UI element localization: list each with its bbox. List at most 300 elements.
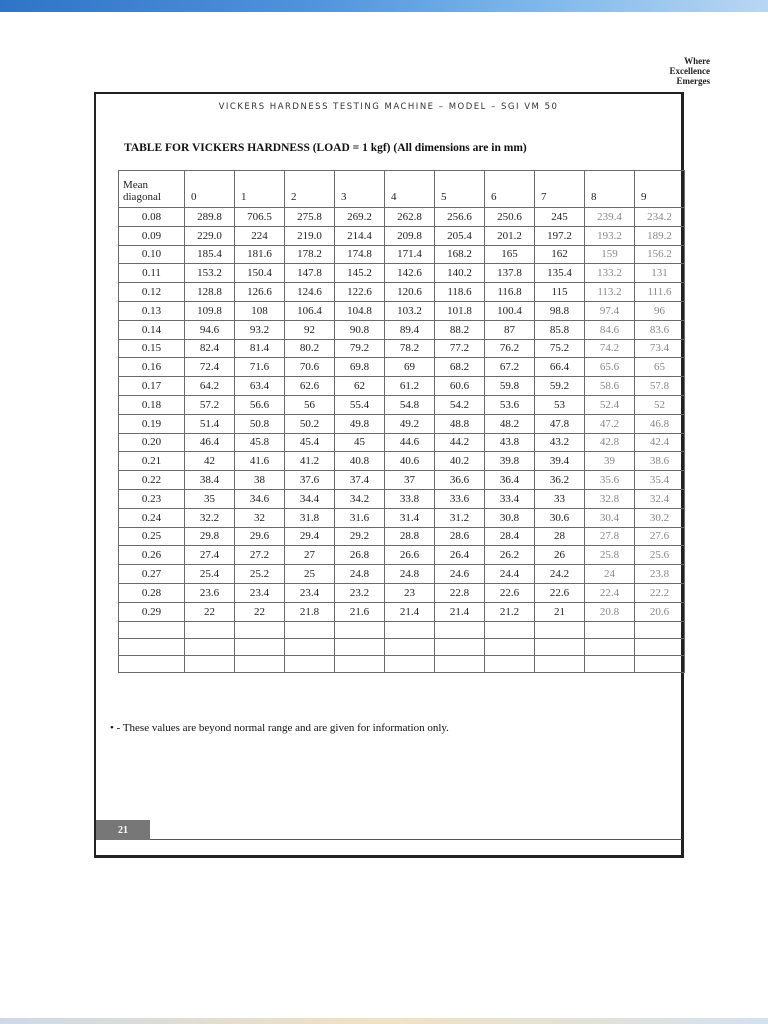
hardness-cell: 33	[535, 489, 585, 508]
hardness-cell: 70.6	[285, 358, 335, 377]
hardness-cell: 65.6	[585, 358, 635, 377]
hardness-cell: 193.2	[585, 226, 635, 245]
row-diagonal: 0.13	[119, 301, 185, 320]
hardness-cell: 219.0	[285, 226, 335, 245]
table-row	[119, 508, 685, 527]
hardness-cell: 62	[335, 377, 385, 396]
hardness-cell: 22	[235, 602, 285, 621]
hardness-cell: 21.4	[385, 602, 435, 621]
row-diagonal: 0.17	[119, 377, 185, 396]
hardness-cell: 41.6	[235, 452, 285, 471]
hardness-cell: 69.8	[335, 358, 385, 377]
hardness-cell: 171.4	[385, 245, 435, 264]
hardness-cell: 174.8	[335, 245, 385, 264]
hardness-cell: 71.6	[235, 358, 285, 377]
empty-cell	[185, 621, 235, 638]
hardness-cell: 153.2	[185, 264, 235, 283]
hardness-cell: 33.8	[385, 489, 435, 508]
hardness-cell: 32	[235, 508, 285, 527]
hardness-cell: 104.8	[335, 301, 385, 320]
row-diagonal: 0.11	[119, 264, 185, 283]
hardness-cell: 224	[235, 226, 285, 245]
table-title-units: (All dimensions are in mm)	[393, 142, 527, 154]
hardness-cell: 26	[535, 546, 585, 565]
hardness-cell: 28.8	[385, 527, 435, 546]
column-header: 2	[285, 171, 335, 208]
table-row	[119, 208, 685, 227]
hardness-cell: 27.6	[635, 527, 685, 546]
hardness-cell: 32.2	[185, 508, 235, 527]
empty-cell	[585, 638, 635, 655]
hardness-cell: 59.8	[485, 377, 535, 396]
hardness-cell: 85.8	[535, 320, 585, 339]
hardness-cell: 24.4	[485, 565, 535, 584]
empty-cell	[535, 655, 585, 672]
page-frame	[94, 92, 684, 858]
column-header: 4	[385, 171, 435, 208]
hardness-cell: 98.8	[535, 301, 585, 320]
hardness-cell: 250.6	[485, 208, 535, 227]
hardness-cell: 108	[235, 301, 285, 320]
hardness-cell: 56	[285, 395, 335, 414]
hardness-cell: 52	[635, 395, 685, 414]
company-tagline	[670, 56, 710, 86]
hardness-cell: 36.2	[535, 471, 585, 490]
row-diagonal: 0.22	[119, 471, 185, 490]
hardness-cell: 24.8	[335, 565, 385, 584]
hardness-cell: 37	[385, 471, 435, 490]
empty-cell	[285, 638, 335, 655]
page-number: 21	[118, 824, 128, 836]
empty-cell	[535, 621, 585, 638]
hardness-cell: 48.8	[435, 414, 485, 433]
table-row	[119, 377, 685, 396]
footer-rule	[150, 839, 682, 840]
hardness-cell: 33.4	[485, 489, 535, 508]
row-diagonal: 0.28	[119, 583, 185, 602]
hardness-cell: 24.2	[535, 565, 585, 584]
hardness-cell: 137.8	[485, 264, 535, 283]
empty-cell	[185, 638, 235, 655]
hardness-cell: 50.8	[235, 414, 285, 433]
hardness-cell: 55.4	[335, 395, 385, 414]
hardness-cell: 234.2	[635, 208, 685, 227]
hardness-cell: 65	[635, 358, 685, 377]
hardness-cell: 38.4	[185, 471, 235, 490]
hardness-cell: 23	[385, 583, 435, 602]
hardness-cell: 126.6	[235, 283, 285, 302]
hardness-cell: 23.4	[285, 583, 335, 602]
column-header: 1	[235, 171, 285, 208]
header-mean-label: Mean	[123, 179, 149, 191]
hardness-cell: 34.2	[335, 489, 385, 508]
hardness-cell: 21.6	[335, 602, 385, 621]
hardness-cell: 23.2	[335, 583, 385, 602]
top-color-band	[0, 0, 768, 12]
header-mean-diagonal	[119, 171, 185, 208]
hardness-cell: 42.8	[585, 433, 635, 452]
hardness-cell: 25.6	[635, 546, 685, 565]
hardness-cell: 31.8	[285, 508, 335, 527]
empty-cell	[335, 638, 385, 655]
hardness-cell: 239.4	[585, 208, 635, 227]
hardness-cell: 30.8	[485, 508, 535, 527]
hardness-cell: 35	[185, 489, 235, 508]
hardness-cell: 128.8	[185, 283, 235, 302]
hardness-cell: 156.2	[635, 245, 685, 264]
empty-cell	[635, 621, 685, 638]
hardness-cell: 33.6	[435, 489, 485, 508]
table-body	[119, 208, 685, 673]
hardness-cell: 205.4	[435, 226, 485, 245]
machine-title: VICKERS HARDNESS TESTING MACHINE – MODEL – SGI VM 50	[218, 102, 559, 112]
column-header: 3	[335, 171, 385, 208]
row-diagonal: 0.19	[119, 414, 185, 433]
empty-cell	[485, 638, 535, 655]
row-diagonal: 0.27	[119, 565, 185, 584]
hardness-cell: 77.2	[435, 339, 485, 358]
hardness-cell: 58.6	[585, 377, 635, 396]
hardness-cell: 37.6	[285, 471, 335, 490]
hardness-cell: 90.8	[335, 320, 385, 339]
row-diagonal: 0.18	[119, 395, 185, 414]
hardness-cell: 131	[635, 264, 685, 283]
hardness-cell: 21	[535, 602, 585, 621]
header-diagonal-label: diagonal	[123, 191, 161, 203]
hardness-cell: 46.8	[635, 414, 685, 433]
hardness-cell: 29.6	[235, 527, 285, 546]
bottom-color-band	[0, 1018, 768, 1024]
hardness-cell: 20.6	[635, 602, 685, 621]
tagline-line: Emerges	[676, 76, 710, 86]
hardness-cell: 27.4	[185, 546, 235, 565]
hardness-cell: 30.4	[585, 508, 635, 527]
hardness-cell: 22.6	[535, 583, 585, 602]
table-row	[119, 583, 685, 602]
hardness-cell: 124.6	[285, 283, 335, 302]
table-row	[119, 602, 685, 621]
empty-cell	[335, 655, 385, 672]
empty-cell	[435, 638, 485, 655]
hardness-cell: 159	[585, 245, 635, 264]
hardness-cell: 145.2	[335, 264, 385, 283]
hardness-cell: 59.2	[535, 377, 585, 396]
table-row	[119, 452, 685, 471]
column-header: 6	[485, 171, 535, 208]
hardness-cell: 269.2	[335, 208, 385, 227]
hardness-cell: 72.4	[185, 358, 235, 377]
hardness-cell: 84.6	[585, 320, 635, 339]
hardness-cell: 40.8	[335, 452, 385, 471]
column-header: 9	[635, 171, 685, 208]
hardness-cell: 31.4	[385, 508, 435, 527]
hardness-cell: 181.6	[235, 245, 285, 264]
empty-cell	[635, 655, 685, 672]
hardness-cell: 46.4	[185, 433, 235, 452]
hardness-cell: 168.2	[435, 245, 485, 264]
empty-cell	[585, 621, 635, 638]
hardness-cell: 68.2	[435, 358, 485, 377]
hardness-cell: 39.8	[485, 452, 535, 471]
hardness-cell: 89.4	[385, 320, 435, 339]
hardness-cell: 706.5	[235, 208, 285, 227]
hardness-cell: 43.2	[535, 433, 585, 452]
hardness-cell: 262.8	[385, 208, 435, 227]
page-number-badge	[96, 820, 150, 840]
hardness-cell: 23.8	[635, 565, 685, 584]
hardness-cell: 178.2	[285, 245, 335, 264]
hardness-cell: 140.2	[435, 264, 485, 283]
empty-cell	[119, 655, 185, 672]
row-diagonal: 0.09	[119, 226, 185, 245]
hardness-cell: 31.2	[435, 508, 485, 527]
row-diagonal: 0.14	[119, 320, 185, 339]
hardness-cell: 52.4	[585, 395, 635, 414]
hardness-cell: 63.4	[235, 377, 285, 396]
table-row	[119, 283, 685, 302]
hardness-cell: 275.8	[285, 208, 335, 227]
table-title-main: TABLE FOR VICKERS HARDNESS (LOAD = 1 kgf)	[124, 142, 391, 154]
empty-row	[119, 655, 685, 672]
hardness-cell: 25.4	[185, 565, 235, 584]
hardness-cell: 214.4	[335, 226, 385, 245]
hardness-cell: 96	[635, 301, 685, 320]
hardness-cell: 27.8	[585, 527, 635, 546]
hardness-cell: 25.2	[235, 565, 285, 584]
hardness-cell: 45	[335, 433, 385, 452]
hardness-cell: 43.8	[485, 433, 535, 452]
hardness-cell: 45.4	[285, 433, 335, 452]
empty-cell	[535, 638, 585, 655]
table-row	[119, 414, 685, 433]
hardness-cell: 32.4	[635, 489, 685, 508]
hardness-cell: 30.6	[535, 508, 585, 527]
hardness-cell: 25.8	[585, 546, 635, 565]
hardness-cell: 185.4	[185, 245, 235, 264]
hardness-cell: 22.6	[485, 583, 535, 602]
hardness-cell: 21.4	[435, 602, 485, 621]
hardness-cell: 26.8	[335, 546, 385, 565]
table-row	[119, 489, 685, 508]
empty-cell	[335, 621, 385, 638]
hardness-cell: 23.4	[235, 583, 285, 602]
hardness-cell: 62.6	[285, 377, 335, 396]
table-row	[119, 433, 685, 452]
hardness-cell: 116.8	[485, 283, 535, 302]
hardness-cell: 31.6	[335, 508, 385, 527]
hardness-cell: 103.2	[385, 301, 435, 320]
hardness-cell: 49.8	[335, 414, 385, 433]
column-header: 0	[185, 171, 235, 208]
hardness-cell: 111.6	[635, 283, 685, 302]
hardness-cell: 23.6	[185, 583, 235, 602]
hardness-cell: 24	[585, 565, 635, 584]
hardness-cell: 109.8	[185, 301, 235, 320]
hardness-cell: 22.4	[585, 583, 635, 602]
hardness-cell: 147.8	[285, 264, 335, 283]
row-diagonal: 0.24	[119, 508, 185, 527]
row-diagonal: 0.15	[119, 339, 185, 358]
table-row	[119, 358, 685, 377]
table-row	[119, 395, 685, 414]
hardness-cell: 27	[285, 546, 335, 565]
hardness-cell: 30.2	[635, 508, 685, 527]
tagline-line: Excellence	[669, 66, 710, 76]
hardness-cell: 47.8	[535, 414, 585, 433]
hardness-cell: 113.2	[585, 283, 635, 302]
empty-cell	[235, 655, 285, 672]
hardness-cell: 94.6	[185, 320, 235, 339]
empty-cell	[385, 621, 435, 638]
hardness-cell: 57.2	[185, 395, 235, 414]
table-title	[124, 142, 527, 154]
hardness-cell: 142.6	[385, 264, 435, 283]
hardness-cell: 256.6	[435, 208, 485, 227]
empty-cell	[585, 655, 635, 672]
hardness-cell: 150.4	[235, 264, 285, 283]
hardness-cell: 57.8	[635, 377, 685, 396]
hardness-cell: 22.2	[635, 583, 685, 602]
hardness-cell: 120.6	[385, 283, 435, 302]
row-diagonal: 0.08	[119, 208, 185, 227]
hardness-cell: 49.2	[385, 414, 435, 433]
hardness-cell: 45.8	[235, 433, 285, 452]
hardness-cell: 47.2	[585, 414, 635, 433]
row-diagonal: 0.26	[119, 546, 185, 565]
hardness-cell: 162	[535, 245, 585, 264]
hardness-cell: 53.6	[485, 395, 535, 414]
hardness-cell: 83.6	[635, 320, 685, 339]
row-diagonal: 0.10	[119, 245, 185, 264]
hardness-cell: 78.2	[385, 339, 435, 358]
empty-cell	[485, 655, 535, 672]
hardness-cell: 38	[235, 471, 285, 490]
hardness-cell: 74.2	[585, 339, 635, 358]
hardness-cell: 56.6	[235, 395, 285, 414]
empty-cell	[435, 621, 485, 638]
hardness-cell: 40.6	[385, 452, 435, 471]
hardness-cell: 37.4	[335, 471, 385, 490]
column-header: 8	[585, 171, 635, 208]
hardness-cell: 92	[285, 320, 335, 339]
hardness-cell: 135.4	[535, 264, 585, 283]
hardness-cell: 54.8	[385, 395, 435, 414]
vickers-hardness-table	[118, 170, 685, 673]
empty-cell	[235, 621, 285, 638]
table-row	[119, 320, 685, 339]
empty-cell	[235, 638, 285, 655]
hardness-cell: 24.8	[385, 565, 435, 584]
table-row	[119, 339, 685, 358]
row-diagonal: 0.21	[119, 452, 185, 471]
hardness-cell: 26.4	[435, 546, 485, 565]
hardness-cell: 61.2	[385, 377, 435, 396]
hardness-cell: 97.4	[585, 301, 635, 320]
hardness-cell: 32.8	[585, 489, 635, 508]
row-diagonal: 0.25	[119, 527, 185, 546]
tagline-line: Where	[684, 56, 710, 66]
hardness-cell: 69	[385, 358, 435, 377]
hardness-cell: 35.6	[585, 471, 635, 490]
hardness-cell: 189.2	[635, 226, 685, 245]
empty-cell	[185, 655, 235, 672]
hardness-cell: 40.2	[435, 452, 485, 471]
hardness-cell: 24.6	[435, 565, 485, 584]
hardness-cell: 22	[185, 602, 235, 621]
hardness-cell: 29.4	[285, 527, 335, 546]
hardness-cell: 44.2	[435, 433, 485, 452]
empty-row	[119, 638, 685, 655]
table-row	[119, 245, 685, 264]
hardness-cell: 115	[535, 283, 585, 302]
hardness-cell: 29.8	[185, 527, 235, 546]
hardness-cell: 21.8	[285, 602, 335, 621]
hardness-cell: 209.8	[385, 226, 435, 245]
hardness-cell: 93.2	[235, 320, 285, 339]
hardness-cell: 26.2	[485, 546, 535, 565]
hardness-cell: 82.4	[185, 339, 235, 358]
hardness-cell: 87	[485, 320, 535, 339]
hardness-cell: 118.6	[435, 283, 485, 302]
empty-cell	[485, 621, 535, 638]
hardness-cell: 80.2	[285, 339, 335, 358]
range-note: • - These values are beyond normal range and are given for information only.	[110, 722, 449, 734]
hardness-cell: 50.2	[285, 414, 335, 433]
hardness-cell: 100.4	[485, 301, 535, 320]
hardness-cell: 122.6	[335, 283, 385, 302]
column-header: 5	[435, 171, 485, 208]
empty-cell	[119, 621, 185, 638]
hardness-cell: 54.2	[435, 395, 485, 414]
hardness-cell: 25	[285, 565, 335, 584]
hardness-cell: 28.6	[435, 527, 485, 546]
row-diagonal: 0.16	[119, 358, 185, 377]
empty-cell	[119, 638, 185, 655]
empty-row	[119, 621, 685, 638]
hardness-cell: 101.8	[435, 301, 485, 320]
hardness-cell: 48.2	[485, 414, 535, 433]
hardness-cell: 75.2	[535, 339, 585, 358]
hardness-cell: 26.6	[385, 546, 435, 565]
row-diagonal: 0.29	[119, 602, 185, 621]
hardness-cell: 81.4	[235, 339, 285, 358]
hardness-cell: 289.8	[185, 208, 235, 227]
table-header-row	[119, 171, 685, 208]
table-row	[119, 226, 685, 245]
hardness-cell: 38.6	[635, 452, 685, 471]
hardness-cell: 201.2	[485, 226, 535, 245]
empty-cell	[285, 655, 335, 672]
hardness-cell: 36.6	[435, 471, 485, 490]
table-row	[119, 565, 685, 584]
empty-cell	[385, 655, 435, 672]
hardness-cell: 64.2	[185, 377, 235, 396]
hardness-cell: 28.4	[485, 527, 535, 546]
hardness-cell: 28	[535, 527, 585, 546]
empty-cell	[285, 621, 335, 638]
hardness-cell: 39	[585, 452, 635, 471]
empty-cell	[435, 655, 485, 672]
hardness-cell: 42.4	[635, 433, 685, 452]
hardness-cell: 76.2	[485, 339, 535, 358]
empty-cell	[635, 638, 685, 655]
hardness-cell: 106.4	[285, 301, 335, 320]
table-row	[119, 301, 685, 320]
hardness-cell: 42	[185, 452, 235, 471]
hardness-cell: 39.4	[535, 452, 585, 471]
table-row	[119, 471, 685, 490]
column-header: 7	[535, 171, 585, 208]
